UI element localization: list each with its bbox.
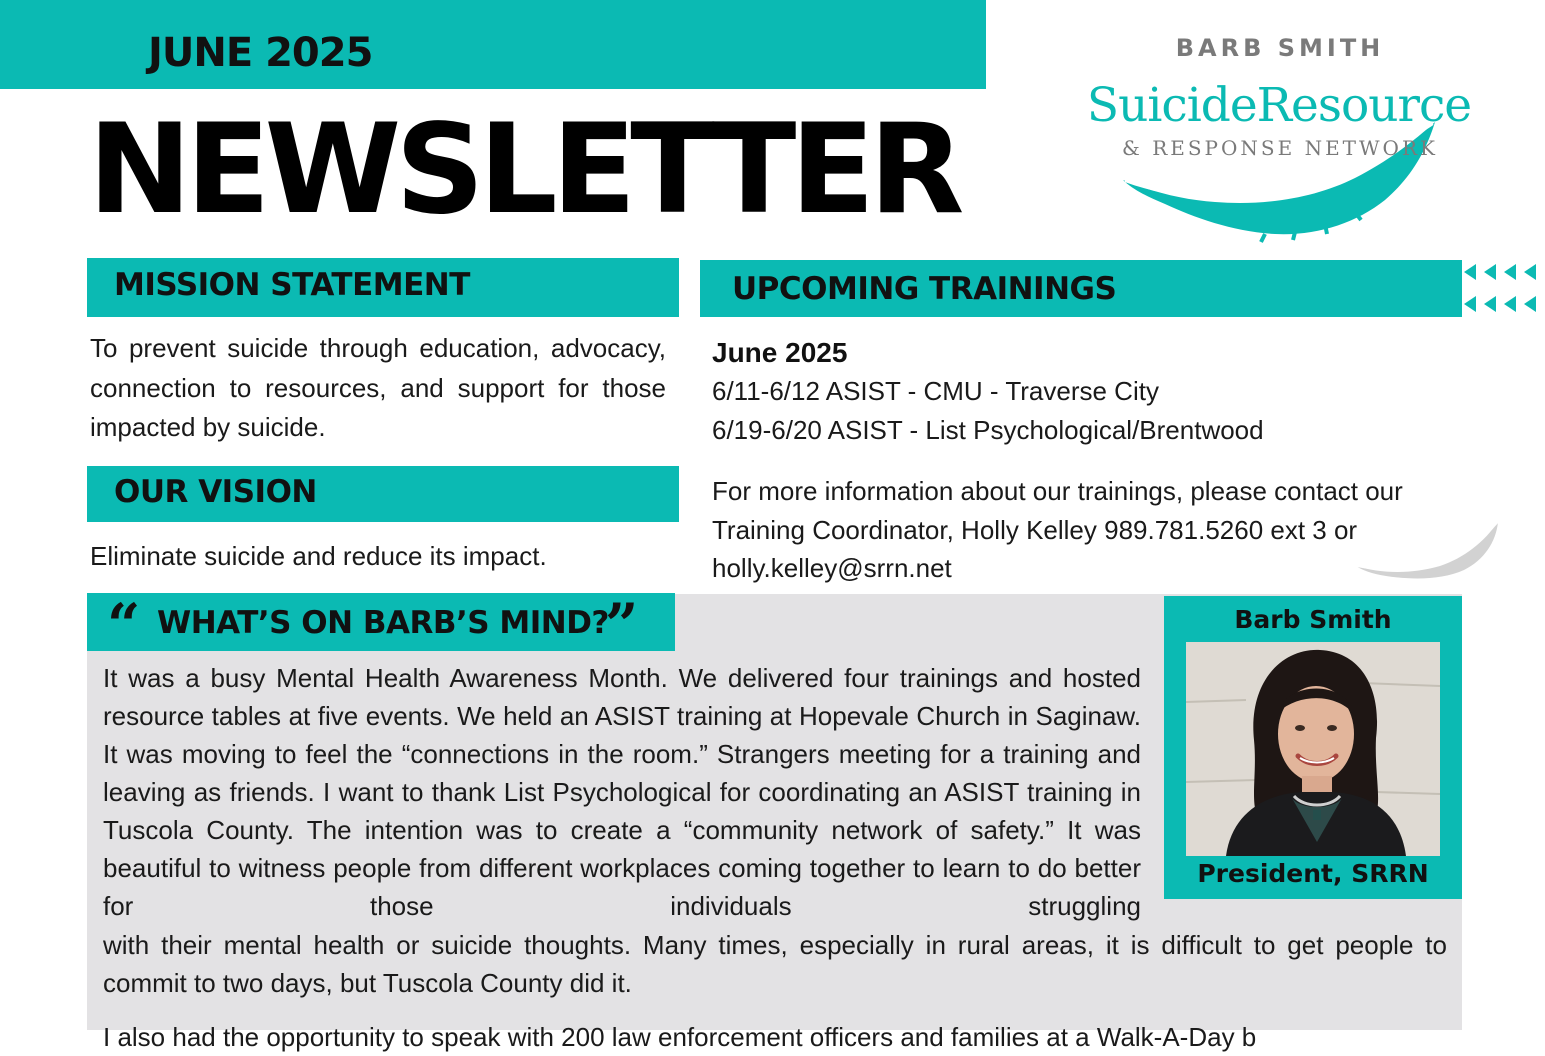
trainings-heading: UPCOMING TRAININGS (732, 271, 1117, 307)
vision-text: Eliminate suicide and reduce its impact. (90, 541, 547, 571)
logo-sub-text: & RESPONSE NETWORK (1122, 136, 1438, 160)
profile-photo (1186, 642, 1440, 856)
logo-top-text: BARB SMITH (1175, 34, 1385, 62)
vision-heading: OUR VISION (114, 474, 317, 510)
trainings-month: June 2025 (712, 337, 848, 368)
barbs-mind-heading-bar (87, 591, 675, 659)
barbs-mind-heading: WHAT’S ON BARB’S MIND? (157, 605, 609, 641)
logo-main-text: SuicideResource (1086, 78, 1472, 133)
barbs-mind-paragraph-3: I also had the opportunity to speak with 200 law enforcement officers and families at a Walk-A-Day b (103, 1022, 1257, 1052)
mission-text: To prevent suicide through education, advocacy, connection to resources, and support for those impacted by suicide. (90, 333, 666, 442)
open-quote-icon: “ (107, 591, 140, 659)
mission-heading-bar (87, 258, 679, 317)
profile-name: Barb Smith (1234, 605, 1392, 634)
barbs-mind-paragraph-2: with their mental health or suicide thoughts. Many times, especially in rural areas, it is difficult to get people to commit to two days, but Tuscola County did it. (103, 930, 1447, 998)
training-item: 6/11-6/12 ASIST - CMU - Traverse City (712, 376, 1159, 406)
paragraph-text: It was a busy Mental Health Awareness Month. We delivered four trainings and hosted resource tables at five events. We held an ASIST training at Hopevale Church in Saginaw. It was moving to feel the “connections in the room.” Strangers meeting for a training and leaving as friends. I want to thank List Psychological for coordinating an ASIST training in Tuscola County. The intention was to create a “community network of safety.” It was beautiful to witness people from different workplaces coming together to learn to do better for those individuals struggling (103, 663, 1141, 921)
trainings-contact-info: For more information about our trainings, please contact our Training Coordinator, Holly Kelley 989.781.5260 ext 3 or holly.kelley@srrn.net (712, 476, 1403, 583)
profile-role: President, SRRN (1197, 859, 1429, 888)
barbs-mind-paragraph-1 (103, 659, 1141, 925)
trainings-heading-bar (700, 260, 1462, 317)
vision-heading-bar (87, 466, 679, 522)
portrait-image-icon (1186, 642, 1440, 856)
newsletter-title: NEWSLETTER (88, 98, 959, 242)
trainings-list (712, 372, 1264, 449)
mission-heading: MISSION STATEMENT (114, 267, 470, 303)
arrows-decoration-icon (1462, 262, 1545, 318)
training-item: 6/19-6/20 ASIST - List Psychological/Brentwood (712, 414, 1264, 445)
close-quote-icon: ” (605, 591, 638, 659)
issue-date: JUNE 2025 (148, 30, 373, 76)
